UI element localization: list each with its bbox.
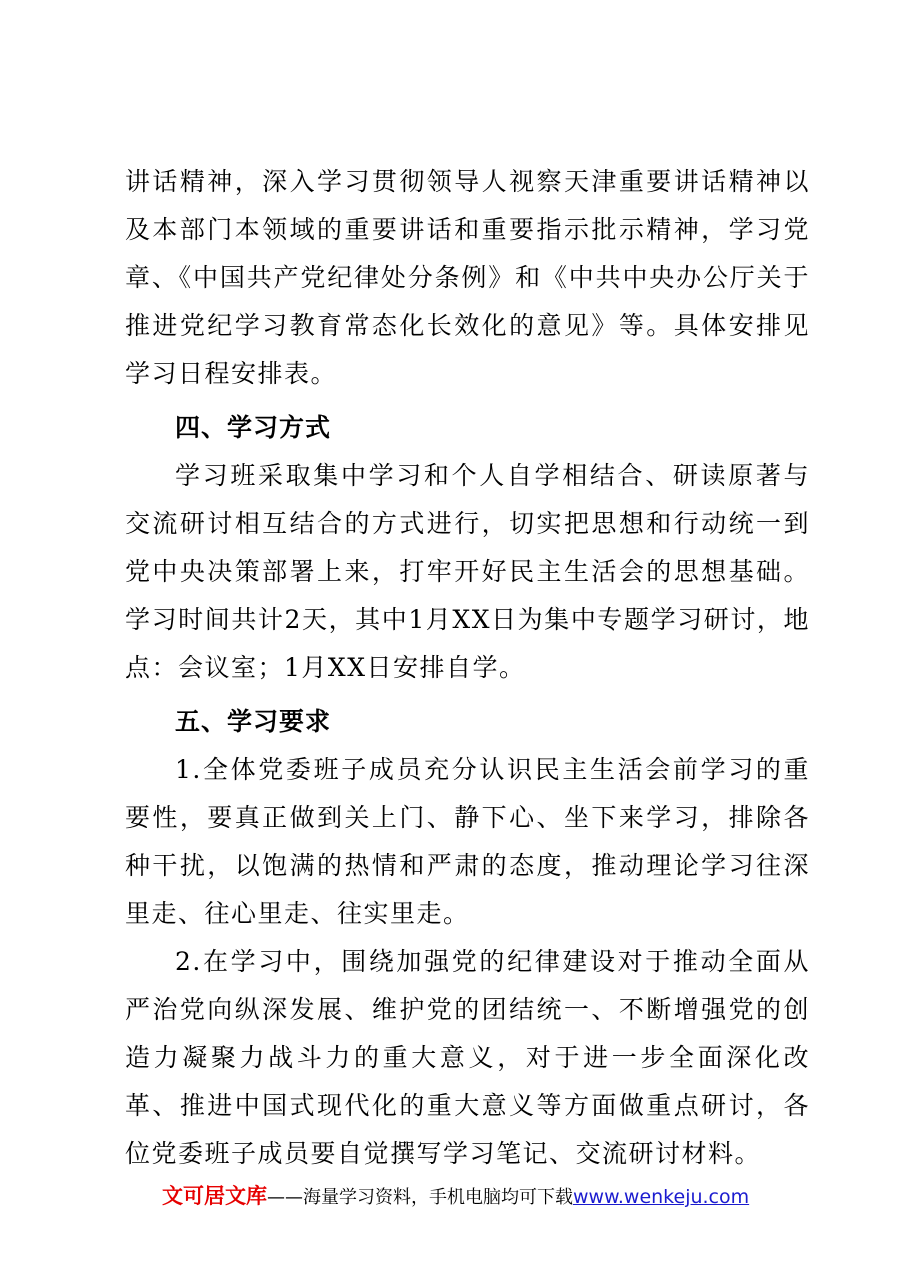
- footer-brand: 文可居文库: [162, 1184, 267, 1208]
- section-heading-study-method: 四、学习方式: [175, 413, 332, 442]
- document-body: [125, 158, 810, 1178]
- paragraph-study-method: 学习班采取集中学习和个人自学相结合、研读原著与交流研讨相互结合的方式进行，切实把思想和行动统一到党中央决策部署上来，打牢开好民主生活会的思想基础。学习时间共计2天，其中1月XX日为集中专题学习研讨，地点：会议室；1月XX日安排自学。: [125, 461, 810, 682]
- paragraph-requirement-2: 2.在学习中，围绕加强党的纪律建设对于推动全面从严治党向纵深发展、维护党的团结统一、不断增强党的创造力凝聚力战斗力的重大意义，对于进一步全面深化改革、推进中国式现代化的重大意义等方面做重点研讨，各位党委班子成员要自觉撰写学习笔记、交流研讨材料。: [125, 947, 810, 1168]
- footer-slogan: ——海量学习资料，手机电脑均可下载: [267, 1187, 573, 1208]
- section-heading-study-requirements: 五、学习要求: [175, 707, 332, 736]
- footer-watermark: [162, 1181, 802, 1211]
- footer-url-link[interactable]: www.wenkeju.com: [573, 1186, 750, 1208]
- paragraph-requirement-1: 1.全体党委班子成员充分认识民主生活会前学习的重要性，要真正做到关上门、静下心、坐下来学习，排除各种干扰，以饱满的热情和严肃的态度，推动理论学习往深里走、往心里走、往实里走。: [125, 755, 810, 928]
- paragraph-continuation: 讲话精神，深入学习贯彻领导人视察天津重要讲话精神以及本部门本领域的重要讲话和重要指示批示精神，学习党章、《中国共产党纪律处分条例》和《中共中央办公厅关于推进党纪学习教育常态化长效化的意见》等。具体安排见学习日程安排表。: [125, 167, 810, 388]
